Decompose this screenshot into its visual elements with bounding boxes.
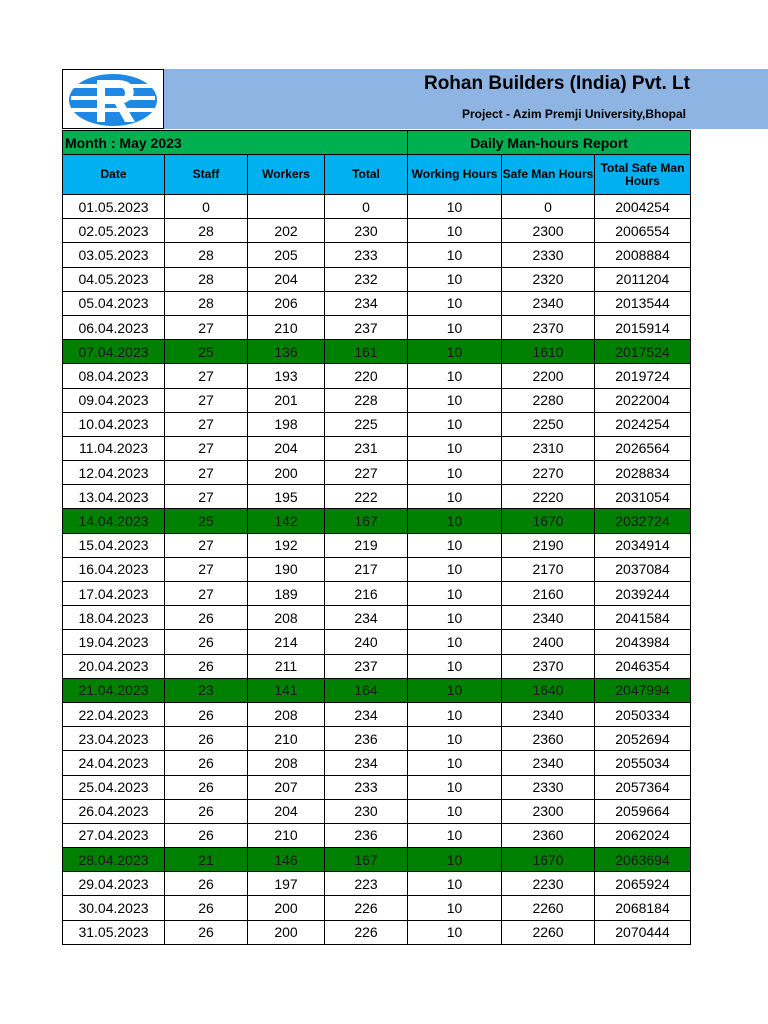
- cell-working-hours: 10: [408, 243, 502, 267]
- cell-total-safe-man-hours: 2008884: [595, 243, 691, 267]
- cell-working-hours: 10: [408, 896, 502, 920]
- cell-total-safe-man-hours: 2057364: [595, 775, 691, 799]
- cell-working-hours: 10: [408, 388, 502, 412]
- cell-working-hours: 10: [408, 267, 502, 291]
- cell-workers: 195: [248, 485, 325, 509]
- cell-date: 22.04.2023: [63, 702, 165, 726]
- cell-staff: 27: [165, 388, 248, 412]
- cell-date: 21.04.2023: [63, 678, 165, 702]
- month-label: Month : May 2023: [63, 131, 408, 155]
- table-row: [63, 630, 691, 654]
- cell-working-hours: 10: [408, 340, 502, 364]
- cell-total-safe-man-hours: 2059664: [595, 799, 691, 823]
- cell-total: 233: [325, 243, 408, 267]
- table-row: [63, 195, 691, 219]
- table-row: [63, 364, 691, 388]
- cell-working-hours: 10: [408, 364, 502, 388]
- cell-safe-man-hours: 2330: [502, 775, 595, 799]
- cell-date: 20.04.2023: [63, 654, 165, 678]
- cell-safe-man-hours: 2230: [502, 872, 595, 896]
- cell-safe-man-hours: 2160: [502, 582, 595, 606]
- cell-total: 227: [325, 461, 408, 485]
- cell-working-hours: 10: [408, 751, 502, 775]
- cell-staff: 28: [165, 219, 248, 243]
- cell-staff: 27: [165, 364, 248, 388]
- cell-safe-man-hours: 2370: [502, 315, 595, 339]
- cell-workers: 193: [248, 364, 325, 388]
- cell-date: 14.04.2023: [63, 509, 165, 533]
- cell-working-hours: 10: [408, 654, 502, 678]
- cell-total-safe-man-hours: 2017524: [595, 340, 691, 364]
- cell-date: 27.04.2023: [63, 823, 165, 847]
- cell-total-safe-man-hours: 2006554: [595, 219, 691, 243]
- table-row: [63, 654, 691, 678]
- rohan-logo-icon: [63, 70, 163, 128]
- cell-workers: 189: [248, 582, 325, 606]
- cell-safe-man-hours: 2220: [502, 485, 595, 509]
- title-band: [164, 69, 768, 129]
- cell-total: 237: [325, 315, 408, 339]
- cell-total: 164: [325, 678, 408, 702]
- cell-total: 234: [325, 291, 408, 315]
- cell-safe-man-hours: 2250: [502, 412, 595, 436]
- cell-total: 161: [325, 340, 408, 364]
- cell-total: 0: [325, 195, 408, 219]
- cell-workers: 200: [248, 461, 325, 485]
- project-name: Project - Azim Premji University,Bhopal: [461, 107, 686, 121]
- cell-date: 24.04.2023: [63, 751, 165, 775]
- cell-total: 240: [325, 630, 408, 654]
- cell-staff: 27: [165, 485, 248, 509]
- cell-staff: 26: [165, 751, 248, 775]
- cell-total-safe-man-hours: 2043984: [595, 630, 691, 654]
- cell-safe-man-hours: 2370: [502, 654, 595, 678]
- cell-working-hours: 10: [408, 485, 502, 509]
- cell-total-safe-man-hours: 2011204: [595, 267, 691, 291]
- man-hours-table: [62, 130, 691, 945]
- cell-safe-man-hours: 2340: [502, 291, 595, 315]
- table-row: [63, 315, 691, 339]
- cell-total-safe-man-hours: 2037084: [595, 557, 691, 581]
- col-header-working-hours: Working Hours: [408, 155, 502, 195]
- cell-safe-man-hours: 1610: [502, 340, 595, 364]
- cell-total: 230: [325, 219, 408, 243]
- cell-total: 226: [325, 920, 408, 944]
- cell-working-hours: 10: [408, 702, 502, 726]
- table-row: [63, 920, 691, 944]
- cell-safe-man-hours: 2340: [502, 751, 595, 775]
- column-headers: [63, 155, 691, 195]
- cell-working-hours: 10: [408, 630, 502, 654]
- col-header-total-safe-man-hours: Total Safe Man Hours: [595, 155, 691, 195]
- cell-staff: 26: [165, 702, 248, 726]
- cell-staff: 26: [165, 727, 248, 751]
- cell-staff: 27: [165, 315, 248, 339]
- cell-staff: 27: [165, 436, 248, 460]
- cell-working-hours: 10: [408, 195, 502, 219]
- cell-safe-man-hours: 2300: [502, 799, 595, 823]
- cell-staff: 27: [165, 582, 248, 606]
- table-row: [63, 412, 691, 436]
- table-row: [63, 678, 691, 702]
- cell-workers: 204: [248, 799, 325, 823]
- cell-total-safe-man-hours: 2062024: [595, 823, 691, 847]
- cell-staff: 28: [165, 291, 248, 315]
- cell-date: 15.04.2023: [63, 533, 165, 557]
- cell-workers: 198: [248, 412, 325, 436]
- cell-date: 04.05.2023: [63, 267, 165, 291]
- table-row: [63, 751, 691, 775]
- table-row: [63, 267, 691, 291]
- cell-staff: 27: [165, 412, 248, 436]
- company-name: Rohan Builders (India) Pvt. Lt: [423, 73, 690, 94]
- col-header-safe-man-hours: Safe Man Hours: [502, 155, 595, 195]
- cell-workers: [248, 195, 325, 219]
- cell-workers: 136: [248, 340, 325, 364]
- cell-staff: 26: [165, 920, 248, 944]
- cell-staff: 28: [165, 267, 248, 291]
- cell-staff: 26: [165, 872, 248, 896]
- cell-workers: 208: [248, 751, 325, 775]
- cell-workers: 210: [248, 727, 325, 751]
- cell-safe-man-hours: 2200: [502, 364, 595, 388]
- cell-date: 05.04.2023: [63, 291, 165, 315]
- cell-working-hours: 10: [408, 533, 502, 557]
- table-row: [63, 243, 691, 267]
- cell-total-safe-man-hours: 2019724: [595, 364, 691, 388]
- cell-staff: 27: [165, 461, 248, 485]
- table-row: [63, 219, 691, 243]
- cell-staff: 25: [165, 340, 248, 364]
- cell-date: 12.04.2023: [63, 461, 165, 485]
- cell-total-safe-man-hours: 2052694: [595, 727, 691, 751]
- cell-total: 225: [325, 412, 408, 436]
- cell-safe-man-hours: 2270: [502, 461, 595, 485]
- cell-staff: 0: [165, 195, 248, 219]
- table-row: [63, 388, 691, 412]
- cell-safe-man-hours: 2360: [502, 823, 595, 847]
- cell-total: 217: [325, 557, 408, 581]
- cell-date: 31.05.2023: [63, 920, 165, 944]
- cell-total-safe-man-hours: 2032724: [595, 509, 691, 533]
- cell-total: 236: [325, 727, 408, 751]
- cell-safe-man-hours: 1640: [502, 678, 595, 702]
- cell-safe-man-hours: 1670: [502, 848, 595, 872]
- cell-total-safe-man-hours: 2034914: [595, 533, 691, 557]
- table-row: [63, 533, 691, 557]
- cell-working-hours: 10: [408, 436, 502, 460]
- cell-working-hours: 10: [408, 799, 502, 823]
- report-title: Daily Man-hours Report: [408, 131, 691, 155]
- cell-staff: 21: [165, 848, 248, 872]
- cell-safe-man-hours: 1670: [502, 509, 595, 533]
- cell-total: 232: [325, 267, 408, 291]
- cell-working-hours: 10: [408, 219, 502, 243]
- cell-date: 26.04.2023: [63, 799, 165, 823]
- cell-date: 06.04.2023: [63, 315, 165, 339]
- cell-total: 230: [325, 799, 408, 823]
- cell-working-hours: 10: [408, 678, 502, 702]
- cell-date: 30.04.2023: [63, 896, 165, 920]
- cell-total: 228: [325, 388, 408, 412]
- cell-workers: 211: [248, 654, 325, 678]
- cell-staff: 26: [165, 775, 248, 799]
- cell-date: 02.05.2023: [63, 219, 165, 243]
- cell-date: 03.05.2023: [63, 243, 165, 267]
- cell-workers: 146: [248, 848, 325, 872]
- cell-working-hours: 10: [408, 727, 502, 751]
- cell-total-safe-man-hours: 2039244: [595, 582, 691, 606]
- cell-total: 237: [325, 654, 408, 678]
- cell-total-safe-man-hours: 2046354: [595, 654, 691, 678]
- cell-date: 07.04.2023: [63, 340, 165, 364]
- cell-total-safe-man-hours: 2068184: [595, 896, 691, 920]
- cell-date: 17.04.2023: [63, 582, 165, 606]
- cell-total-safe-man-hours: 2013544: [595, 291, 691, 315]
- cell-workers: 207: [248, 775, 325, 799]
- table-row: [63, 606, 691, 630]
- table-row: [63, 557, 691, 581]
- cell-safe-man-hours: 2310: [502, 436, 595, 460]
- cell-total-safe-man-hours: 2004254: [595, 195, 691, 219]
- cell-working-hours: 10: [408, 582, 502, 606]
- table-row: [63, 485, 691, 509]
- cell-total: 234: [325, 606, 408, 630]
- table-row: [63, 436, 691, 460]
- cell-workers: 205: [248, 243, 325, 267]
- cell-total: 167: [325, 848, 408, 872]
- cell-workers: 202: [248, 219, 325, 243]
- table-row: [63, 872, 691, 896]
- table-row: [63, 509, 691, 533]
- cell-working-hours: 10: [408, 412, 502, 436]
- cell-total: 236: [325, 823, 408, 847]
- cell-workers: 201: [248, 388, 325, 412]
- cell-total: 234: [325, 702, 408, 726]
- cell-total: 234: [325, 751, 408, 775]
- cell-safe-man-hours: 2340: [502, 606, 595, 630]
- cell-staff: 23: [165, 678, 248, 702]
- cell-workers: 142: [248, 509, 325, 533]
- col-header-date: Date: [63, 155, 165, 195]
- cell-staff: 27: [165, 533, 248, 557]
- cell-safe-man-hours: 2400: [502, 630, 595, 654]
- cell-total: 220: [325, 364, 408, 388]
- month-band: [63, 131, 691, 155]
- cell-total: 233: [325, 775, 408, 799]
- cell-workers: 200: [248, 920, 325, 944]
- cell-total-safe-man-hours: 2022004: [595, 388, 691, 412]
- cell-total-safe-man-hours: 2055034: [595, 751, 691, 775]
- cell-staff: 26: [165, 630, 248, 654]
- cell-total-safe-man-hours: 2024254: [595, 412, 691, 436]
- cell-workers: 192: [248, 533, 325, 557]
- cell-working-hours: 10: [408, 461, 502, 485]
- cell-safe-man-hours: 2190: [502, 533, 595, 557]
- cell-staff: 26: [165, 654, 248, 678]
- cell-total-safe-man-hours: 2041584: [595, 606, 691, 630]
- cell-staff: 26: [165, 799, 248, 823]
- cell-safe-man-hours: 2360: [502, 727, 595, 751]
- cell-date: 25.04.2023: [63, 775, 165, 799]
- cell-total: 219: [325, 533, 408, 557]
- cell-safe-man-hours: 2260: [502, 896, 595, 920]
- cell-total-safe-man-hours: 2070444: [595, 920, 691, 944]
- cell-workers: 210: [248, 823, 325, 847]
- cell-date: 23.04.2023: [63, 727, 165, 751]
- cell-staff: 26: [165, 896, 248, 920]
- table-row: [63, 291, 691, 315]
- cell-working-hours: 10: [408, 872, 502, 896]
- cell-total: 222: [325, 485, 408, 509]
- cell-working-hours: 10: [408, 315, 502, 339]
- cell-workers: 208: [248, 702, 325, 726]
- cell-date: 29.04.2023: [63, 872, 165, 896]
- cell-total-safe-man-hours: 2015914: [595, 315, 691, 339]
- table-row: [63, 896, 691, 920]
- cell-staff: 26: [165, 823, 248, 847]
- company-logo: [62, 69, 164, 129]
- cell-workers: 190: [248, 557, 325, 581]
- table-row: [63, 340, 691, 364]
- cell-workers: 206: [248, 291, 325, 315]
- cell-workers: 200: [248, 896, 325, 920]
- cell-date: 19.04.2023: [63, 630, 165, 654]
- cell-total-safe-man-hours: 2063694: [595, 848, 691, 872]
- cell-workers: 214: [248, 630, 325, 654]
- report-header: [62, 69, 768, 129]
- table-row: [63, 848, 691, 872]
- cell-working-hours: 10: [408, 848, 502, 872]
- cell-workers: 197: [248, 872, 325, 896]
- cell-total: 223: [325, 872, 408, 896]
- cell-date: 10.04.2023: [63, 412, 165, 436]
- cell-date: 11.04.2023: [63, 436, 165, 460]
- cell-workers: 204: [248, 436, 325, 460]
- cell-total-safe-man-hours: 2031054: [595, 485, 691, 509]
- cell-staff: 25: [165, 509, 248, 533]
- cell-working-hours: 10: [408, 291, 502, 315]
- col-header-total: Total: [325, 155, 408, 195]
- table-row: [63, 775, 691, 799]
- table-row: [63, 727, 691, 751]
- cell-total: 216: [325, 582, 408, 606]
- col-header-staff: Staff: [165, 155, 248, 195]
- cell-staff: 27: [165, 557, 248, 581]
- cell-date: 13.04.2023: [63, 485, 165, 509]
- cell-safe-man-hours: 2280: [502, 388, 595, 412]
- cell-total-safe-man-hours: 2065924: [595, 872, 691, 896]
- cell-working-hours: 10: [408, 509, 502, 533]
- cell-working-hours: 10: [408, 557, 502, 581]
- table-row: [63, 823, 691, 847]
- cell-working-hours: 10: [408, 823, 502, 847]
- cell-working-hours: 10: [408, 920, 502, 944]
- cell-date: 09.04.2023: [63, 388, 165, 412]
- cell-working-hours: 10: [408, 606, 502, 630]
- cell-workers: 204: [248, 267, 325, 291]
- cell-date: 28.04.2023: [63, 848, 165, 872]
- cell-safe-man-hours: 2260: [502, 920, 595, 944]
- table-row: [63, 582, 691, 606]
- cell-total-safe-man-hours: 2050334: [595, 702, 691, 726]
- cell-safe-man-hours: 2320: [502, 267, 595, 291]
- cell-staff: 26: [165, 606, 248, 630]
- cell-date: 01.05.2023: [63, 195, 165, 219]
- cell-safe-man-hours: 2170: [502, 557, 595, 581]
- cell-staff: 28: [165, 243, 248, 267]
- cell-safe-man-hours: 2340: [502, 702, 595, 726]
- cell-workers: 208: [248, 606, 325, 630]
- cell-safe-man-hours: 0: [502, 195, 595, 219]
- table-row: [63, 461, 691, 485]
- cell-total: 231: [325, 436, 408, 460]
- cell-total: 226: [325, 896, 408, 920]
- cell-workers: 210: [248, 315, 325, 339]
- cell-total-safe-man-hours: 2028834: [595, 461, 691, 485]
- table-row: [63, 702, 691, 726]
- cell-total-safe-man-hours: 2026564: [595, 436, 691, 460]
- cell-safe-man-hours: 2330: [502, 243, 595, 267]
- cell-total: 167: [325, 509, 408, 533]
- cell-total-safe-man-hours: 2047994: [595, 678, 691, 702]
- cell-date: 08.04.2023: [63, 364, 165, 388]
- cell-workers: 141: [248, 678, 325, 702]
- cell-safe-man-hours: 2300: [502, 219, 595, 243]
- col-header-workers: Workers: [248, 155, 325, 195]
- table-row: [63, 799, 691, 823]
- cell-date: 18.04.2023: [63, 606, 165, 630]
- cell-working-hours: 10: [408, 775, 502, 799]
- cell-date: 16.04.2023: [63, 557, 165, 581]
